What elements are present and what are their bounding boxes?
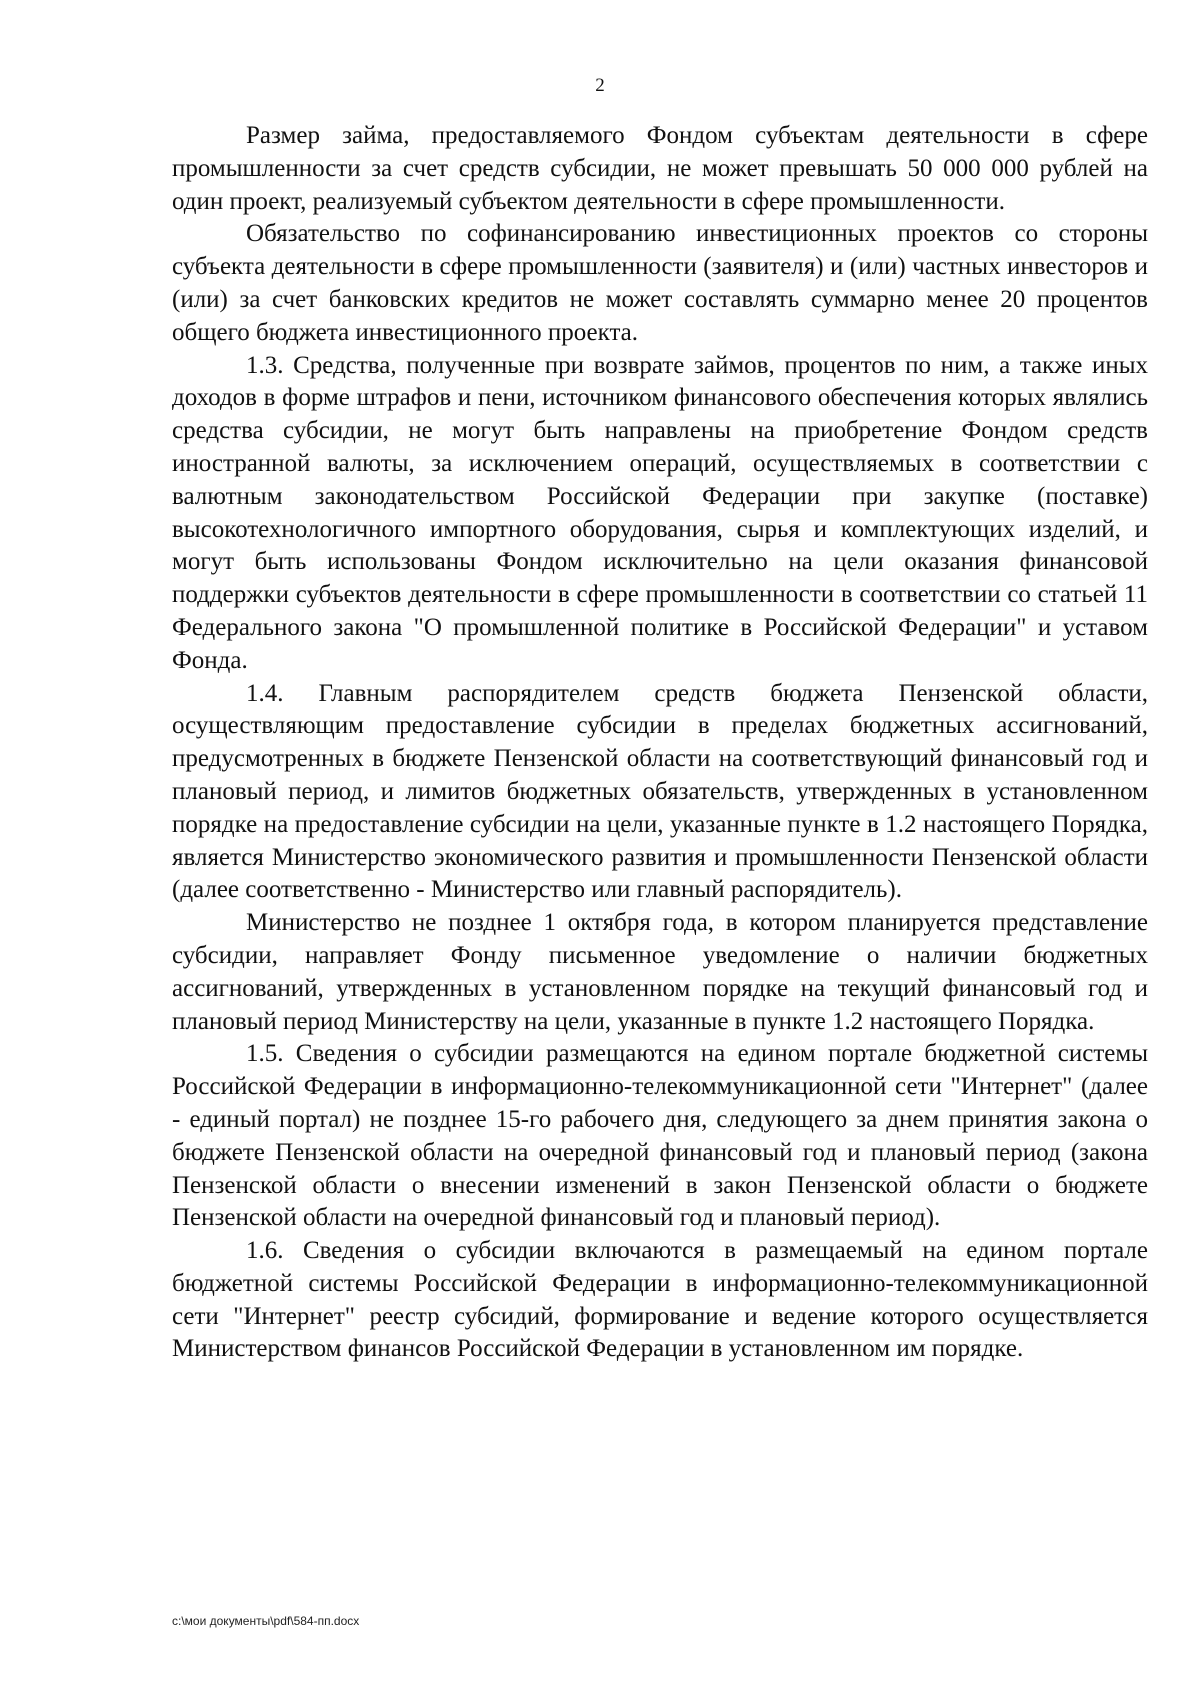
document-body bbox=[172, 120, 1148, 1366]
paragraph-ministry-notice: Министерство не позднее 1 октября года, в котором планируется представление субсидии, направляет Фонду письменное уведомление о наличии бюджетных ассигнований, утвержденных в установленном порядке на текущий финансовый год и плановый период Министерству на цели, указанные в пункте 1.2 настоящего Порядка. bbox=[172, 909, 1148, 1035]
paragraph-1-5: 1.5. Сведения о субсидии размещаются на едином портале бюджетной системы Российской Федерации в информационно-телекоммуникационной сети "Интернет" (далее - единый портал) не позднее 15-го рабочего дня, следующего за днем принятия закона о бюджете Пензенской области на очередной финансовый год и плановый период (закона Пензенской области о внесении изменений в закон Пензенской области о бюджете Пензенской области на очередной финансовый год и плановый период). bbox=[172, 1040, 1148, 1232]
paragraph-loan-size: Размер займа, предоставляемого Фондом субъектам деятельности в сфере промышленности за счет средств субсидии, не может превышать 50 000 000 рублей на один проект, реализуемый субъектом деятельности в сфере промышленности. bbox=[172, 122, 1148, 215]
footer-file-path: c:\мои документы\pdf\584-пп.docx bbox=[172, 1614, 360, 1628]
paragraph-1-6: 1.6. Сведения о субсидии включаются в размещаемый на едином портале бюджетной системы Российской Федерации в информационно-телекоммуникационной сети "Интернет" реестр субсидий, формирование и ведение которого осуществляется Министерством финансов Российской Федерации в установленном им порядке. bbox=[172, 1237, 1148, 1363]
paragraph-cofinancing: Обязательство по софинансированию инвестиционных проектов со стороны субъекта деятельности в сфере промышленности (заявителя) и (или) частных инвесторов и (или) за счет банковских кредитов не может составлять суммарно менее 20 процентов общего бюджета инвестиционного проекта. bbox=[172, 220, 1148, 346]
page-number: 2 bbox=[595, 75, 605, 96]
paragraph-1-4: 1.4. Главным распорядителем средств бюджета Пензенской области, осуществляющим предоставление субсидии в пределах бюджетных ассигнований, предусмотренных в бюджете Пензенской области на соответствующий финансовый год и плановый период, и лимитов бюджетных обязательств, утвержденных в установленном порядке на предоставление субсидии на цели, указанные пункте в 1.2 настоящего Порядка, является Министерство экономического развития и промышленности Пензенской области (далее соответственно - Министерство или главный распорядитель). bbox=[172, 679, 1148, 904]
paragraph-1-3: 1.3. Средства, полученные при возврате займов, процентов по ним, а также иных доходов в форме штрафов и пени, источником финансового обеспечения которых являлись средства субсидии, не могут быть направлены на приобретение Фондом средств иностранной валюты, за исключением операций, осуществляемых в соответствии с валютным законодательством Российской Федерации при закупке (поставке) высокотехнологичного импортного оборудования, сырья и комплектующих изделий, и могут быть использованы Фондом исключительно на цели оказания финансовой поддержки субъектов деятельности в сфере промышленности в соответствии со статьей 11 Федерального закона "О промышленной политике в Российской Федерации" и уставом Фонда. bbox=[172, 351, 1148, 674]
